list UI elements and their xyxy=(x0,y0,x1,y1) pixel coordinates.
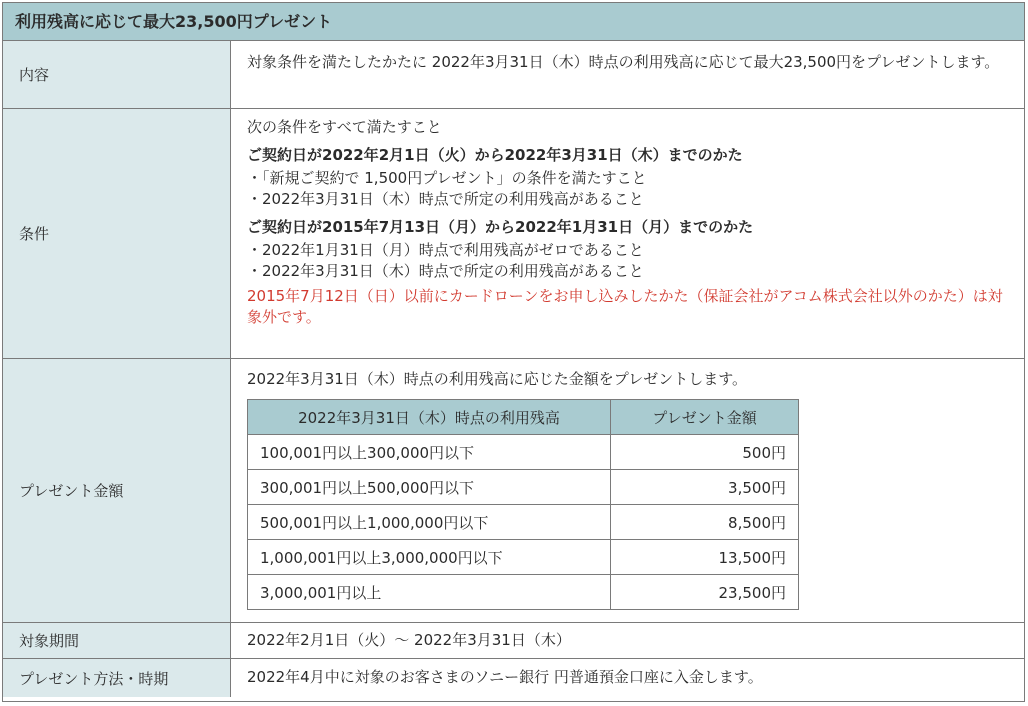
balance-range: 300,001円以上500,000円以下 xyxy=(248,470,611,505)
present-amount: 500円 xyxy=(611,435,799,470)
row-amount xyxy=(3,359,1024,623)
group2-heading: ご契約日が2015年7月13日（月）から2022年1月31日（月）までのかた xyxy=(247,218,754,236)
table-title: 利用残高に応じて最大23,500円プレゼント xyxy=(3,3,1024,41)
balance-range: 100,001円以上300,000円以下 xyxy=(248,435,611,470)
row-label-content: 内容 xyxy=(3,41,231,108)
group1-heading: ご契約日が2022年2月1日（火）から2022年3月31日（木）までのかた xyxy=(247,146,743,164)
conditions-intro: 次の条件をすべて満たすこと xyxy=(247,118,442,136)
row-label-method: プレゼント方法・時期 xyxy=(3,659,231,697)
campaign-table xyxy=(2,2,1025,702)
header-present: プレゼント金額 xyxy=(611,400,799,435)
present-amount: 3,500円 xyxy=(611,470,799,505)
method-text: 2022年4月中に対象のお客さまのソニー銀行 円普通預金口座に入金します。 xyxy=(247,668,763,686)
amount-table-header xyxy=(248,400,799,435)
present-amount: 23,500円 xyxy=(611,575,799,610)
table-row xyxy=(248,435,799,470)
row-conditions xyxy=(3,109,1024,359)
row-method xyxy=(3,659,1024,697)
present-amount: 8,500円 xyxy=(611,505,799,540)
row-label-amount: プレゼント金額 xyxy=(3,359,231,622)
conditions-content xyxy=(231,109,1024,358)
table-row xyxy=(248,575,799,610)
balance-range: 3,000,001円以上 xyxy=(248,575,611,610)
row-period xyxy=(3,623,1024,659)
row-content xyxy=(3,41,1024,109)
table-row xyxy=(248,540,799,575)
row-label-conditions: 条件 xyxy=(3,109,231,358)
group1-item: ・2022年3月31日（木）時点で所定の利用残高があること xyxy=(247,190,644,208)
group2-item: ・2022年3月31日（木）時点で所定の利用残高があること xyxy=(247,262,644,280)
group2-item: ・2022年1月31日（月）時点で利用残高がゼロであること xyxy=(247,241,644,259)
group1-item: ・「新規ご契約で 1,500円プレゼント」の条件を満たすこと xyxy=(247,169,647,187)
header-balance: 2022年3月31日（木）時点の利用残高 xyxy=(248,400,611,435)
balance-range: 500,001円以上1,000,000円以下 xyxy=(248,505,611,540)
period-text: 2022年2月1日（火）〜 2022年3月31日（木） xyxy=(247,631,571,649)
amount-content xyxy=(231,359,1024,622)
exclusion-note: 2015年7月12日（日）以前にカードローンをお申し込みしたかた（保証会社がアコム株式会社以外のかた）は対象外です。 xyxy=(247,287,1003,326)
amount-intro: 2022年3月31日（木）時点の利用残高に応じた金額をプレゼントします。 xyxy=(247,370,748,388)
row-label-period: 対象期間 xyxy=(3,623,231,658)
table-row xyxy=(248,505,799,540)
content-text: 対象条件を満たしたかたに 2022年3月31日（木）時点の利用残高に応じて最大23,500円をプレゼントします。 xyxy=(247,53,1000,71)
table-row xyxy=(248,470,799,505)
amount-table xyxy=(247,399,799,610)
present-amount: 13,500円 xyxy=(611,540,799,575)
balance-range: 1,000,001円以上3,000,000円以下 xyxy=(248,540,611,575)
